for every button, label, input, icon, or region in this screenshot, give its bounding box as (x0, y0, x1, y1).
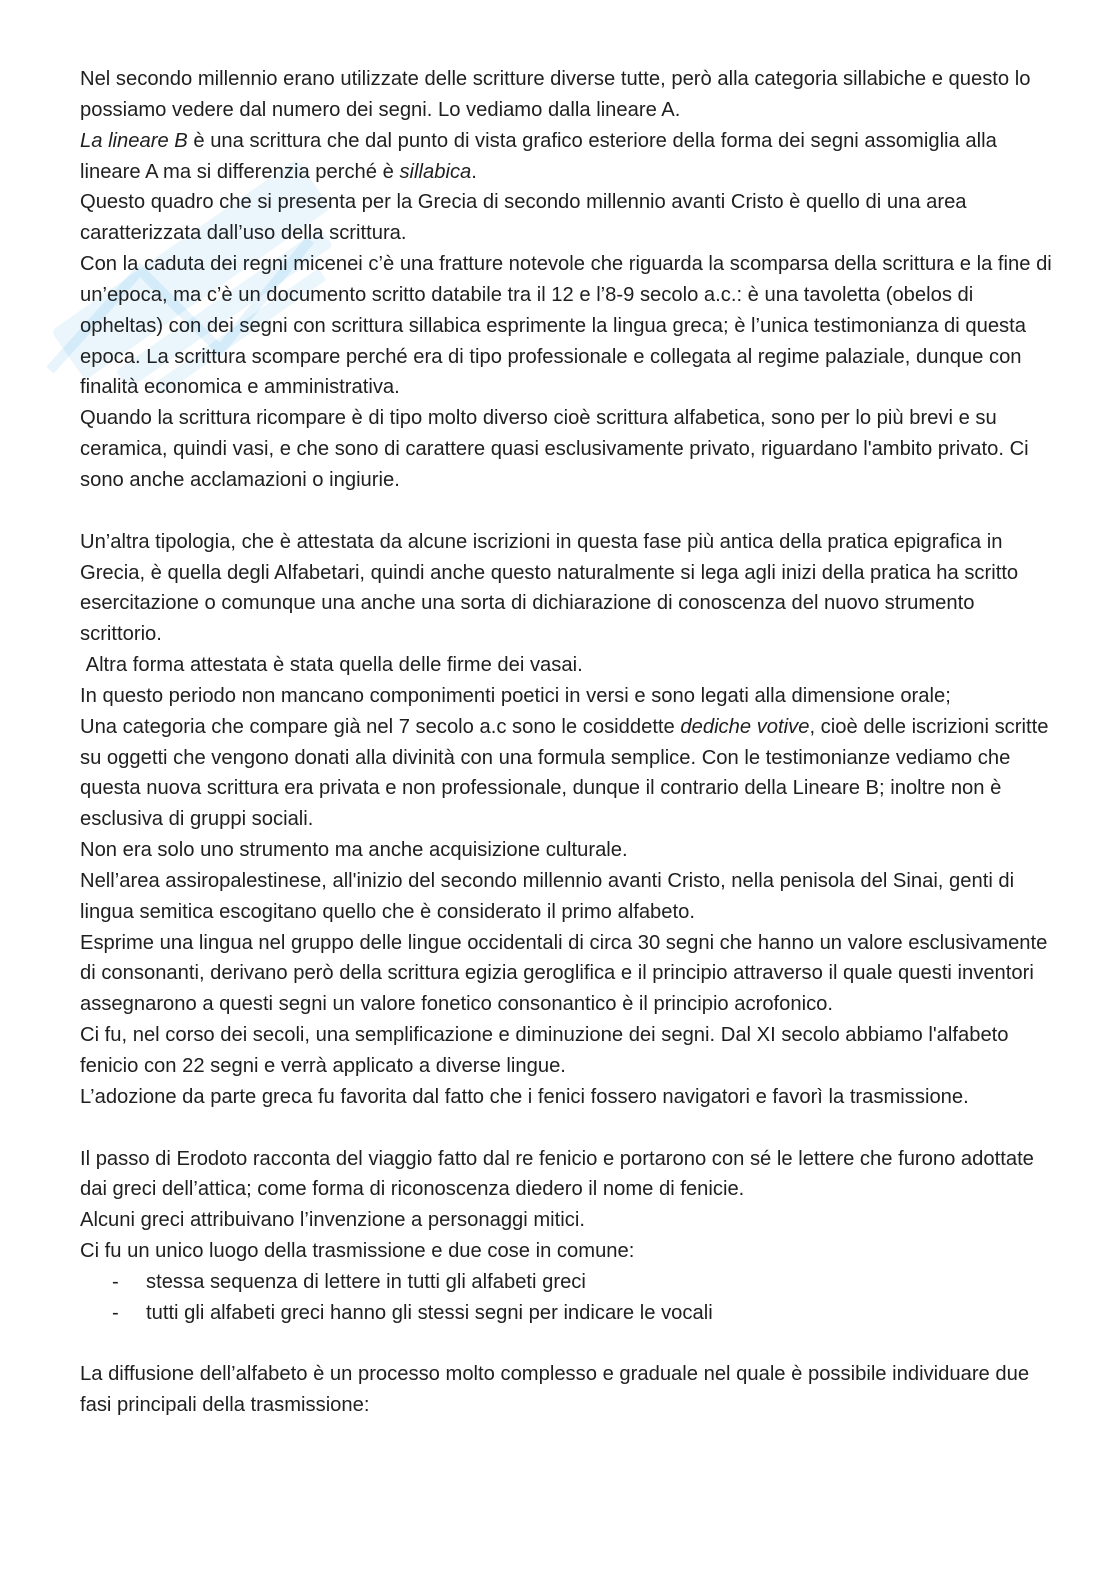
paragraph-12: Esprime una lingua nel gruppo delle lingue occidentali di circa 30 segni che hanno un valore esclusivamente di consonanti, derivano però della scrittura egizia geroglifica e il principio attraverso il quale questi inventori assegnarono a questi segni un valore fonetico consonantico è il principio acrofonico. (80, 931, 1048, 1016)
paragraph-18: La diffusione dell’alfabeto è un processo molto complesso e graduale nel quale è possibile individuare due fasi principali della trasmissione: (80, 1363, 1030, 1417)
blank-line (80, 496, 1060, 527)
paragraph-14: L’adozione da parte greca fu favorita dal fatto che i fenici fossero navigatori e favorì la trasmissione. (80, 1085, 969, 1108)
paragraph-4: Con la caduta dei regni micenei c’è una fratture notevole che riguarda la scomparsa della scrittura e la fine di un’epoca, ma c’è un documento scritto databile tra il 12 e l’8-9 secolo a.c.: è una tavoletta (obelos di opheltas) con dei segni con scrittura sillabica esprimente la lingua greca; è l’unica testimonianza di questa epoca. La scrittura scompare perché era di tipo professionale e collegata al regime palaziale, dunque con finalità economica e amministrativa. (80, 253, 1052, 399)
paragraph-16: Alcuni greci attribuivano l’invenzione a personaggi mitici. (80, 1209, 585, 1232)
italic-lineare-b: La lineare B (80, 129, 188, 152)
list-item-text: stessa sequenza di lettere in tutti gli alfabeti greci (146, 1270, 586, 1293)
paragraph-9-start: Una categoria che compare già nel 7 secolo a.c sono le cosiddette (80, 715, 681, 738)
paragraph-10: Non era solo uno strumento ma anche acquisizione culturale. (80, 839, 628, 862)
italic-dediche-votive: dediche votive (680, 715, 810, 738)
paragraph-7: Altra forma attestata è stata quella delle firme dei vasai. (80, 654, 583, 677)
paragraph-8: In questo periodo non mancano componimenti poetici in versi e sono legati alla dimensione orale; (80, 684, 951, 707)
paragraph-1: Nel secondo millennio erano utilizzate delle scritture diverse tutte, però alla categoria sillabiche e questo lo possiamo vedere dal numero dei segni. Lo vediamo dalla lineare A. (80, 68, 1031, 121)
bullet-list (80, 1267, 1060, 1329)
paragraph-2 (80, 126, 1060, 188)
paragraph-15: Il passo di Erodoto racconta del viaggio fatto dal re fenicio e portarono con sé le lettere che furono adottate dai greci dell’attica; come forma di riconoscenza diedero il nome di fenicie. (80, 1147, 1034, 1201)
paragraph-9-end: , cioè delle iscrizioni scritte su oggetti che vengono donati alla divinità con una formula semplice. Con le testimonianze vediamo che questa nuova scrittura era privata e non professionale, dunque il contrario della Lineare B; inoltre non è esclusiva di gruppi sociali. (80, 715, 1049, 831)
paragraph-13: Ci fu, nel corso dei secoli, una semplificazione e diminuzione dei segni. Dal XI secolo abbiamo l'alfabeto fenicio con 22 segni e verrà applicato a diverse lingue. (80, 1024, 1009, 1077)
paragraph-2-end: . (471, 160, 477, 183)
italic-sillabica: sillabica (399, 160, 472, 183)
list-item-text: tutti gli alfabeti greci hanno gli stessi segni per indicare le vocali (146, 1301, 713, 1324)
paragraph-9 (80, 712, 1060, 835)
paragraph-11: Nell’area assiropalestinese, all'inizio del secondo millennio avanti Cristo, nella penisola del Sinai, genti di lingua semitica escogitano quello che è considerato il primo alfabeto. (80, 869, 1015, 923)
document-body (80, 64, 1060, 1421)
list-item (80, 1298, 1060, 1329)
list-item (80, 1267, 1060, 1298)
paragraph-6: Un’altra tipologia, che è attestata da alcune iscrizioni in questa fase più antica della pratica epigrafica in Grecia, è quella degli Alfabetari, quindi anche questo naturalmente si lega agli inizi della pratica ha scritto esercitazione o comunque una anche una sorta di dichiarazione di conoscenza del nuovo strumento scrittorio. (80, 530, 1019, 646)
blank-line (80, 1113, 1060, 1144)
dash-bullet-icon: - (112, 1270, 119, 1293)
paragraph-5: Quando la scrittura ricompare è di tipo molto diverso cioè scrittura alfabetica, sono per lo più brevi e su ceramica, quindi vasi, e che sono di carattere quasi esclusivamente privato, riguardano l'ambito privato. Ci sono anche acclamazioni o ingiurie. (80, 407, 1029, 491)
paragraph-2-text: è una scrittura che dal punto di vista grafico esteriore della forma dei segni assomiglia alla lineare A ma si differenzia perché è (80, 129, 997, 183)
paragraph-17: Ci fu un unico luogo della trasmissione e due cose in comune: (80, 1240, 635, 1263)
blank-line (80, 1329, 1060, 1360)
dash-bullet-icon: - (112, 1301, 119, 1324)
paragraph-3: Questo quadro che si presenta per la Grecia di secondo millennio avanti Cristo è quello di una area caratterizzata dall’uso della scrittura. (80, 191, 967, 245)
